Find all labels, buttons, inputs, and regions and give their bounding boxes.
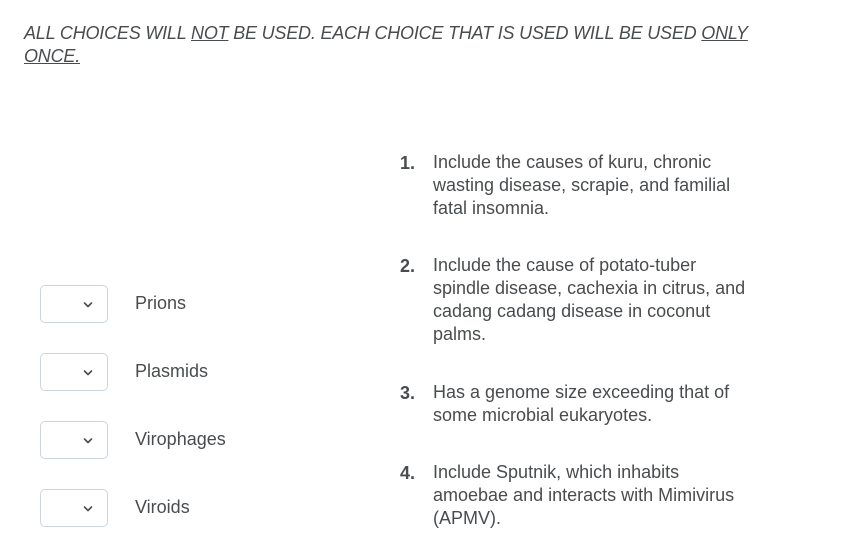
match-select-viroids[interactable] — [40, 489, 108, 527]
question-number: 1. — [400, 153, 416, 173]
question-text: Has a genome size exceeding that of some microbial eukaryotes. — [433, 382, 730, 425]
question-number: 3. — [400, 383, 416, 403]
choice-label-prions: Prions — [135, 293, 187, 313]
choice-label-viroids: Viroids — [135, 497, 190, 517]
chevron-down-icon — [83, 300, 93, 310]
instructions-text-1: ALL CHOICES WILL — [24, 23, 192, 43]
choice-label-virophages: Virophages — [135, 429, 226, 449]
choice-row-plasmids — [40, 353, 340, 393]
instructions-text-2: BE USED. EACH CHOICE THAT IS USED WILL BE USED — [228, 23, 702, 43]
question-text: Include Sputnik, which inhabits amoebae and interacts with Mimivirus (APMV). — [433, 462, 735, 528]
question-text: Include the cause of potato-tuber spindle disease, cachexia in citrus, and cadang cadang disease in coconut palms. — [433, 255, 746, 344]
match-select-plasmids[interactable] — [40, 353, 108, 391]
question-number: 2. — [400, 256, 416, 276]
chevron-down-icon — [83, 368, 93, 378]
question-number: 4. — [400, 463, 416, 483]
choice-row-viroids — [40, 489, 340, 529]
choice-label-plasmids: Plasmids — [135, 361, 209, 381]
instructions-underlined-only-once: ONLY ONCE. — [24, 23, 748, 66]
chevron-down-icon — [83, 436, 93, 446]
chevron-down-icon — [83, 504, 93, 514]
instructions-underlined-not: NOT — [191, 23, 229, 43]
choice-row-virophages — [40, 421, 340, 461]
match-select-virophages[interactable] — [40, 421, 108, 459]
instructions — [24, 22, 784, 68]
match-select-prions[interactable] — [40, 285, 108, 323]
question-text: Include the causes of kuru, chronic wasting disease, scrapie, and familial fatal insomnia. — [433, 152, 731, 218]
choice-row-prions — [40, 285, 340, 325]
